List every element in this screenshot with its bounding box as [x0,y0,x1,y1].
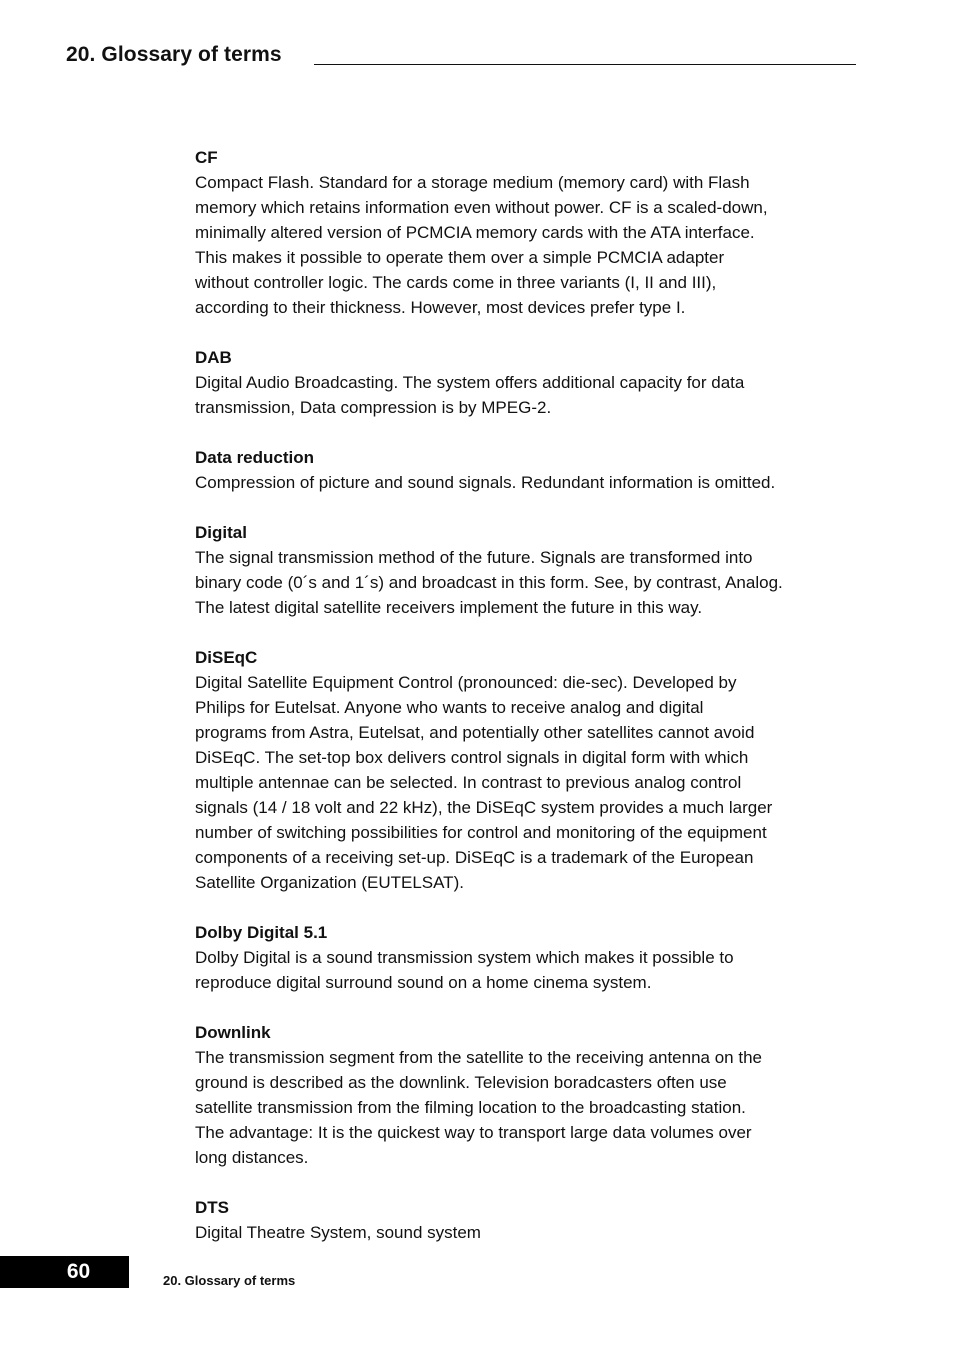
glossary-entry-cf [195,145,865,320]
glossary-list [195,145,865,1270]
glossary-entry-dab [195,345,865,420]
page-title: 20. Glossary of terms [66,43,282,66]
glossary-entry-digital [195,520,865,620]
header-divider [314,64,856,65]
glossary-definition: The transmission segment from the satellite to the receiving antenna on the ground is described as the downlink. Television boradcasters often use satellite transmission from the filming location to the broadcasting station. The advantage: It is the quickest way to transport large data volumes over long distances. [195,1048,762,1167]
glossary-definition: Compression of picture and sound signals. Redundant information is omitted. [195,473,776,492]
glossary-term: CF [195,148,218,167]
page-number: 60 [0,1256,129,1288]
glossary-definition: Digital Theatre System, sound system [195,1223,481,1242]
glossary-entry-dts [195,1195,865,1245]
glossary-term: Data reduction [195,448,315,467]
glossary-definition: Dolby Digital is a sound transmission system which makes it possible to reproduce digital surround sound on a home cinema system. [195,948,734,992]
glossary-term: DiSEqC [195,648,258,667]
glossary-entry-downlink [195,1020,865,1170]
footer-section-title: 20. Glossary of terms [163,1273,296,1288]
glossary-term: Digital [195,523,247,542]
page-header [66,40,856,74]
glossary-term: DAB [195,348,232,367]
glossary-term: Dolby Digital 5.1 [195,923,328,942]
glossary-definition: Digital Satellite Equipment Control (pronounced: die-sec). Developed by Philips for Eutelsat. Anyone who wants to receive analog and digital programs from Astra, Eutelsat, and potentially other satellites cannot avoid DiSEqC. The set-top box delivers control signals in digital form with which multiple antennae can be selected. In contrast to previous analog control signals (14 / 18 volt and 22 kHz), the DiSEqC system provides a much larger number of switching possibilities for control and monitoring of the equipment components of a receiving set-up. DiSEqC is a trademark of the European Satellite Organization (EUTELSAT). [195,673,773,892]
glossary-definition: Compact Flash. Standard for a storage medium (memory card) with Flash memory which retains information even without power. CF is a scaled-down, minimally altered version of PCMCIA memory cards with the ATA interface. This makes it possible to operate them over a simple PCMCIA adapter without controller logic. The cards come in three variants (I, II and III), according to their thickness. However, most devices prefer type I. [195,173,768,317]
glossary-entry-data-reduction [195,445,865,495]
glossary-entry-dolby-digital [195,920,865,995]
glossary-entry-diseqc [195,645,865,895]
glossary-term: Downlink [195,1023,271,1042]
glossary-definition: The signal transmission method of the future. Signals are transformed into binary code (0´s and 1´s) and broadcast in this form. See, by contrast, Analog. The latest digital satellite receivers implement the future in this way. [195,548,783,617]
glossary-definition: Digital Audio Broadcasting. The system offers additional capacity for data transmission, Data compression is by MPEG-2. [195,373,745,417]
glossary-term: DTS [195,1198,229,1217]
